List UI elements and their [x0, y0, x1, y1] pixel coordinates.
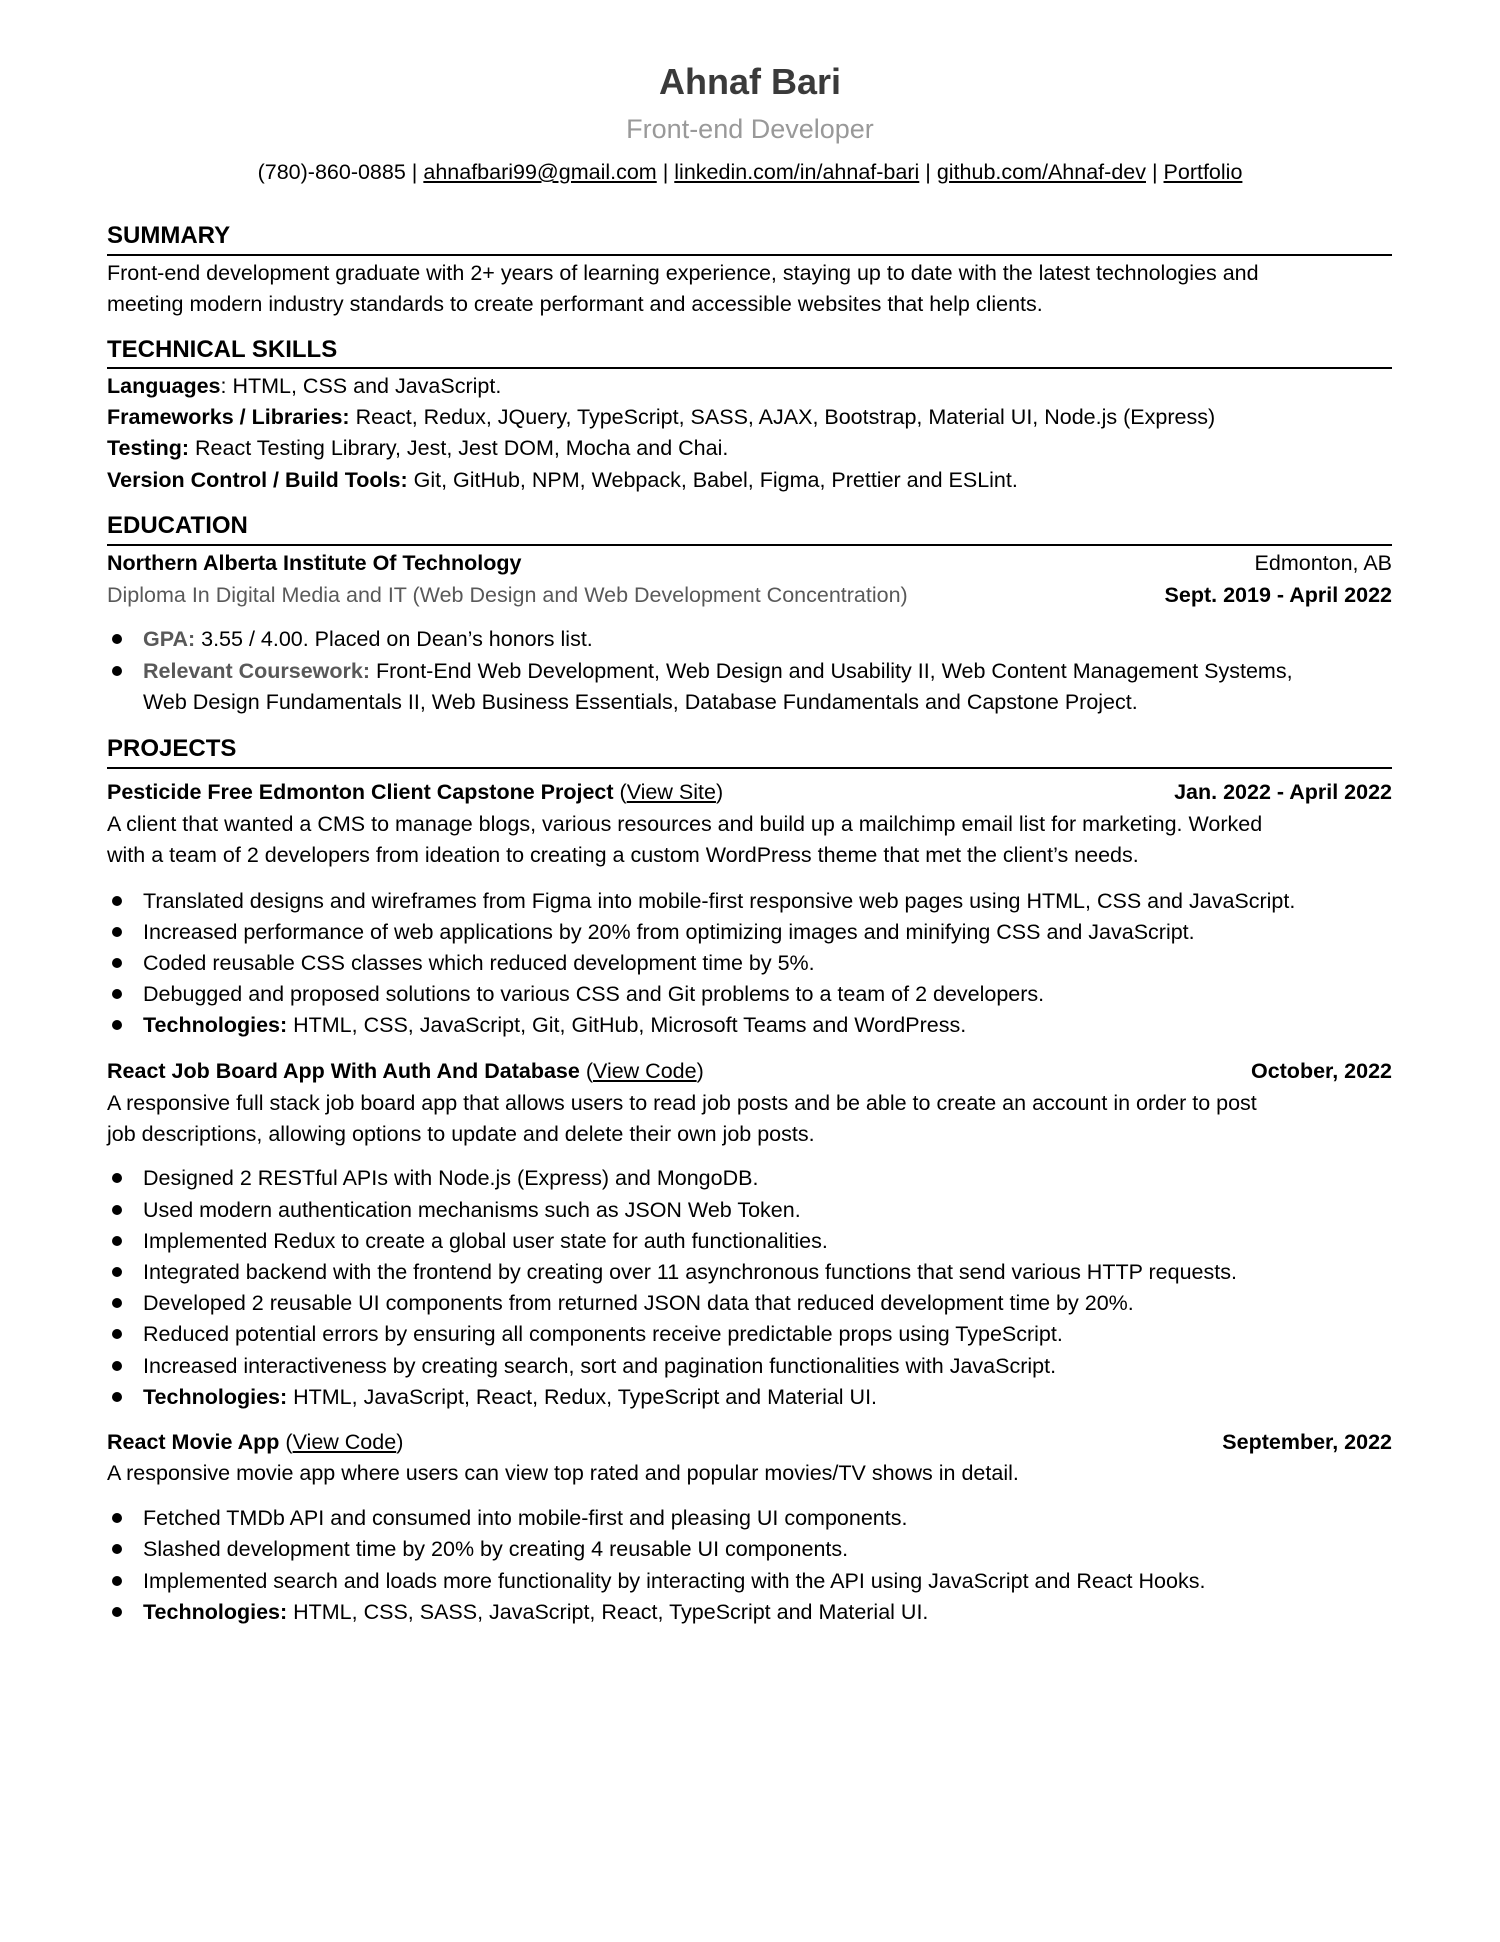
view-code-link[interactable]: View Code: [292, 1430, 397, 1454]
project-bullet: Developed 2 reusable UI components from returned JSON data that reduced development time by 20%.: [107, 1288, 1392, 1318]
project-bullet: Translated designs and wireframes from Figma into mobile-first responsive web pages using HTML, CSS and JavaScript.: [107, 886, 1392, 916]
skill-label: Frameworks / Libraries:: [107, 405, 350, 429]
program-name: Diploma In Digital Media and IT (Web Design and Web Development Concentration): [107, 583, 908, 607]
separator: |: [1145, 160, 1164, 184]
github-link[interactable]: github.com/Ahnaf-dev: [936, 160, 1146, 184]
project-bullet: Integrated backend with the frontend by creating over 11 asynchronous functions that send various HTTP requests.: [107, 1257, 1392, 1287]
gpa-value: 3.55 / 4.00. Placed on Dean’s honors list.: [195, 627, 593, 651]
education-program-row: [107, 580, 1392, 610]
project-description: A responsive movie app where users can view top rated and popular movies/TV shows in detail.: [107, 1461, 1019, 1485]
paren: (: [285, 1430, 293, 1454]
tech-value: HTML, CSS, JavaScript, Git, GitHub, Microsoft Teams and WordPress.: [287, 1013, 967, 1037]
separator: |: [405, 160, 424, 184]
paren: ): [696, 1059, 704, 1083]
paren: (: [585, 1059, 593, 1083]
section-heading-education: EDUCATION: [107, 512, 248, 539]
separator: |: [919, 160, 937, 184]
education-dates: Sept. 2019 - April 2022: [1164, 583, 1392, 607]
phone-number: (780)-860-0885: [257, 160, 406, 184]
skill-label: Version Control / Build Tools:: [107, 468, 408, 492]
school-location: Edmonton, AB: [1254, 551, 1392, 575]
project-bullet: Implemented search and loads more functionality by interacting with the API using JavaScript and React Hooks.: [107, 1566, 1392, 1596]
section-divider: [107, 367, 1392, 369]
project-technologies: [107, 1010, 1392, 1040]
project-title: React Movie App: [107, 1430, 280, 1454]
tech-value: HTML, JavaScript, React, Redux, TypeScript and Material UI.: [287, 1385, 878, 1409]
project-technologies: [107, 1597, 1392, 1627]
project-bullet: Fetched TMDb API and consumed into mobile-first and pleasing UI components.: [107, 1503, 1392, 1533]
skill-row-frameworks: [107, 402, 1392, 432]
tech-label: Technologies:: [143, 1385, 288, 1409]
project-bullet: Used modern authentication mechanisms such as JSON Web Token.: [107, 1195, 1392, 1225]
project-technologies: [107, 1382, 1392, 1412]
project-dates: Jan. 2022 - April 2022: [1174, 780, 1392, 804]
project-bullet: Debugged and proposed solutions to various CSS and Git problems to a team of 2 developers.: [107, 979, 1392, 1009]
skill-row-version-control: [107, 465, 1392, 495]
section-divider: [107, 544, 1392, 546]
tech-label: Technologies:: [143, 1013, 288, 1037]
skill-label: Testing:: [107, 436, 190, 460]
education-bullet-gpa: [107, 624, 1392, 654]
paren: ): [715, 780, 724, 804]
project-title-row: [107, 1427, 1392, 1457]
email-link[interactable]: ahnafbari99@gmail.com: [423, 160, 657, 184]
project-title-row: [107, 1056, 1392, 1086]
project-description: with a team of 2 developers from ideation to creating a custom WordPress theme that met the client’s needs.: [107, 843, 1139, 867]
contact-line: [0, 157, 1500, 187]
skill-value: React, Redux, JQuery, TypeScript, SASS, AJAX, Bootstrap, Material UI, Node.js (Express): [355, 405, 1216, 429]
project-bullet: Increased performance of web applications by 20% from optimizing images and minifying CSS and JavaScript.: [107, 917, 1392, 947]
summary-text: Front-end development graduate with 2+ years of learning experience, staying up to date with the latest technologies and: [107, 261, 1259, 285]
coursework-label: Relevant Coursework:: [143, 659, 371, 683]
skill-label: Languages: [107, 374, 221, 398]
skill-value: React Testing Library, Jest, Jest DOM, Mocha and Chai.: [195, 436, 729, 460]
skill-value: HTML, CSS and JavaScript.: [232, 374, 502, 398]
section-heading-skills: TECHNICAL SKILLS: [107, 336, 338, 363]
skill-row-languages: [107, 371, 1392, 401]
resume-name: Ahnaf Bari: [658, 61, 842, 102]
project-bullet: Coded reusable CSS classes which reduced development time by 5%.: [107, 948, 1392, 978]
project-title: React Job Board App With Auth And Database: [107, 1059, 580, 1083]
skill-value: Git, GitHub, NPM, Webpack, Babel, Figma, Prettier and ESLint.: [413, 468, 1018, 492]
coursework-continuation: Web Design Fundamentals II, Web Business Essentials, Database Fundamentals and Capstone Project.: [143, 690, 1138, 714]
education-school-row: [107, 548, 1392, 578]
section-heading-summary: SUMMARY: [107, 222, 231, 249]
gpa-label: GPA:: [143, 627, 196, 651]
project-description: job descriptions, allowing options to update and delete their own job posts.: [107, 1122, 815, 1146]
project-bullet: Implemented Redux to create a global user state for auth functionalities.: [107, 1226, 1392, 1256]
skill-sep: :: [220, 374, 233, 398]
paren: ): [396, 1430, 404, 1454]
portfolio-link[interactable]: Portfolio: [1163, 160, 1243, 184]
skill-row-testing: [107, 433, 1392, 463]
project-title: Pesticide Free Edmonton Client Capstone Project: [107, 780, 614, 804]
paren: (: [619, 780, 627, 804]
view-site-link[interactable]: View Site: [626, 780, 716, 804]
section-divider: [107, 254, 1392, 256]
project-description: A client that wanted a CMS to manage blogs, various resources and build up a mailchimp email list for marketing. Worked: [107, 812, 1263, 836]
view-code-link[interactable]: View Code: [593, 1059, 697, 1083]
project-dates: September, 2022: [1222, 1430, 1392, 1454]
coursework-value: Front-End Web Development, Web Design and Usability II, Web Content Management Systems,: [370, 659, 1293, 683]
summary-text: meeting modern industry standards to create performant and accessible websites that help clients.: [107, 292, 1043, 316]
linkedin-link[interactable]: linkedin.com/in/ahnaf-bari: [674, 160, 920, 184]
job-title: Front-end Developer: [626, 114, 874, 144]
section-heading-projects: PROJECTS: [107, 735, 237, 762]
project-bullet: Reduced potential errors by ensuring all components receive predictable props using TypeScript.: [107, 1319, 1392, 1349]
tech-label: Technologies:: [143, 1600, 288, 1624]
project-dates: October, 2022: [1250, 1059, 1392, 1083]
project-title-row: [107, 777, 1392, 807]
project-description: A responsive full stack job board app that allows users to read job posts and be able to create an account in order to post: [107, 1091, 1257, 1115]
tech-value: HTML, CSS, SASS, JavaScript, React, TypeScript and Material UI.: [287, 1600, 929, 1624]
project-bullet: Designed 2 RESTful APIs with Node.js (Express) and MongoDB.: [107, 1163, 1392, 1193]
section-divider: [107, 767, 1392, 769]
school-name: Northern Alberta Institute Of Technology: [107, 551, 522, 575]
project-bullet: Slashed development time by 20% by creating 4 reusable UI components.: [107, 1534, 1392, 1564]
project-bullet: Increased interactiveness by creating search, sort and pagination functionalities with JavaScript.: [107, 1351, 1392, 1381]
separator: |: [656, 160, 675, 184]
education-bullet-coursework: [107, 656, 1392, 686]
